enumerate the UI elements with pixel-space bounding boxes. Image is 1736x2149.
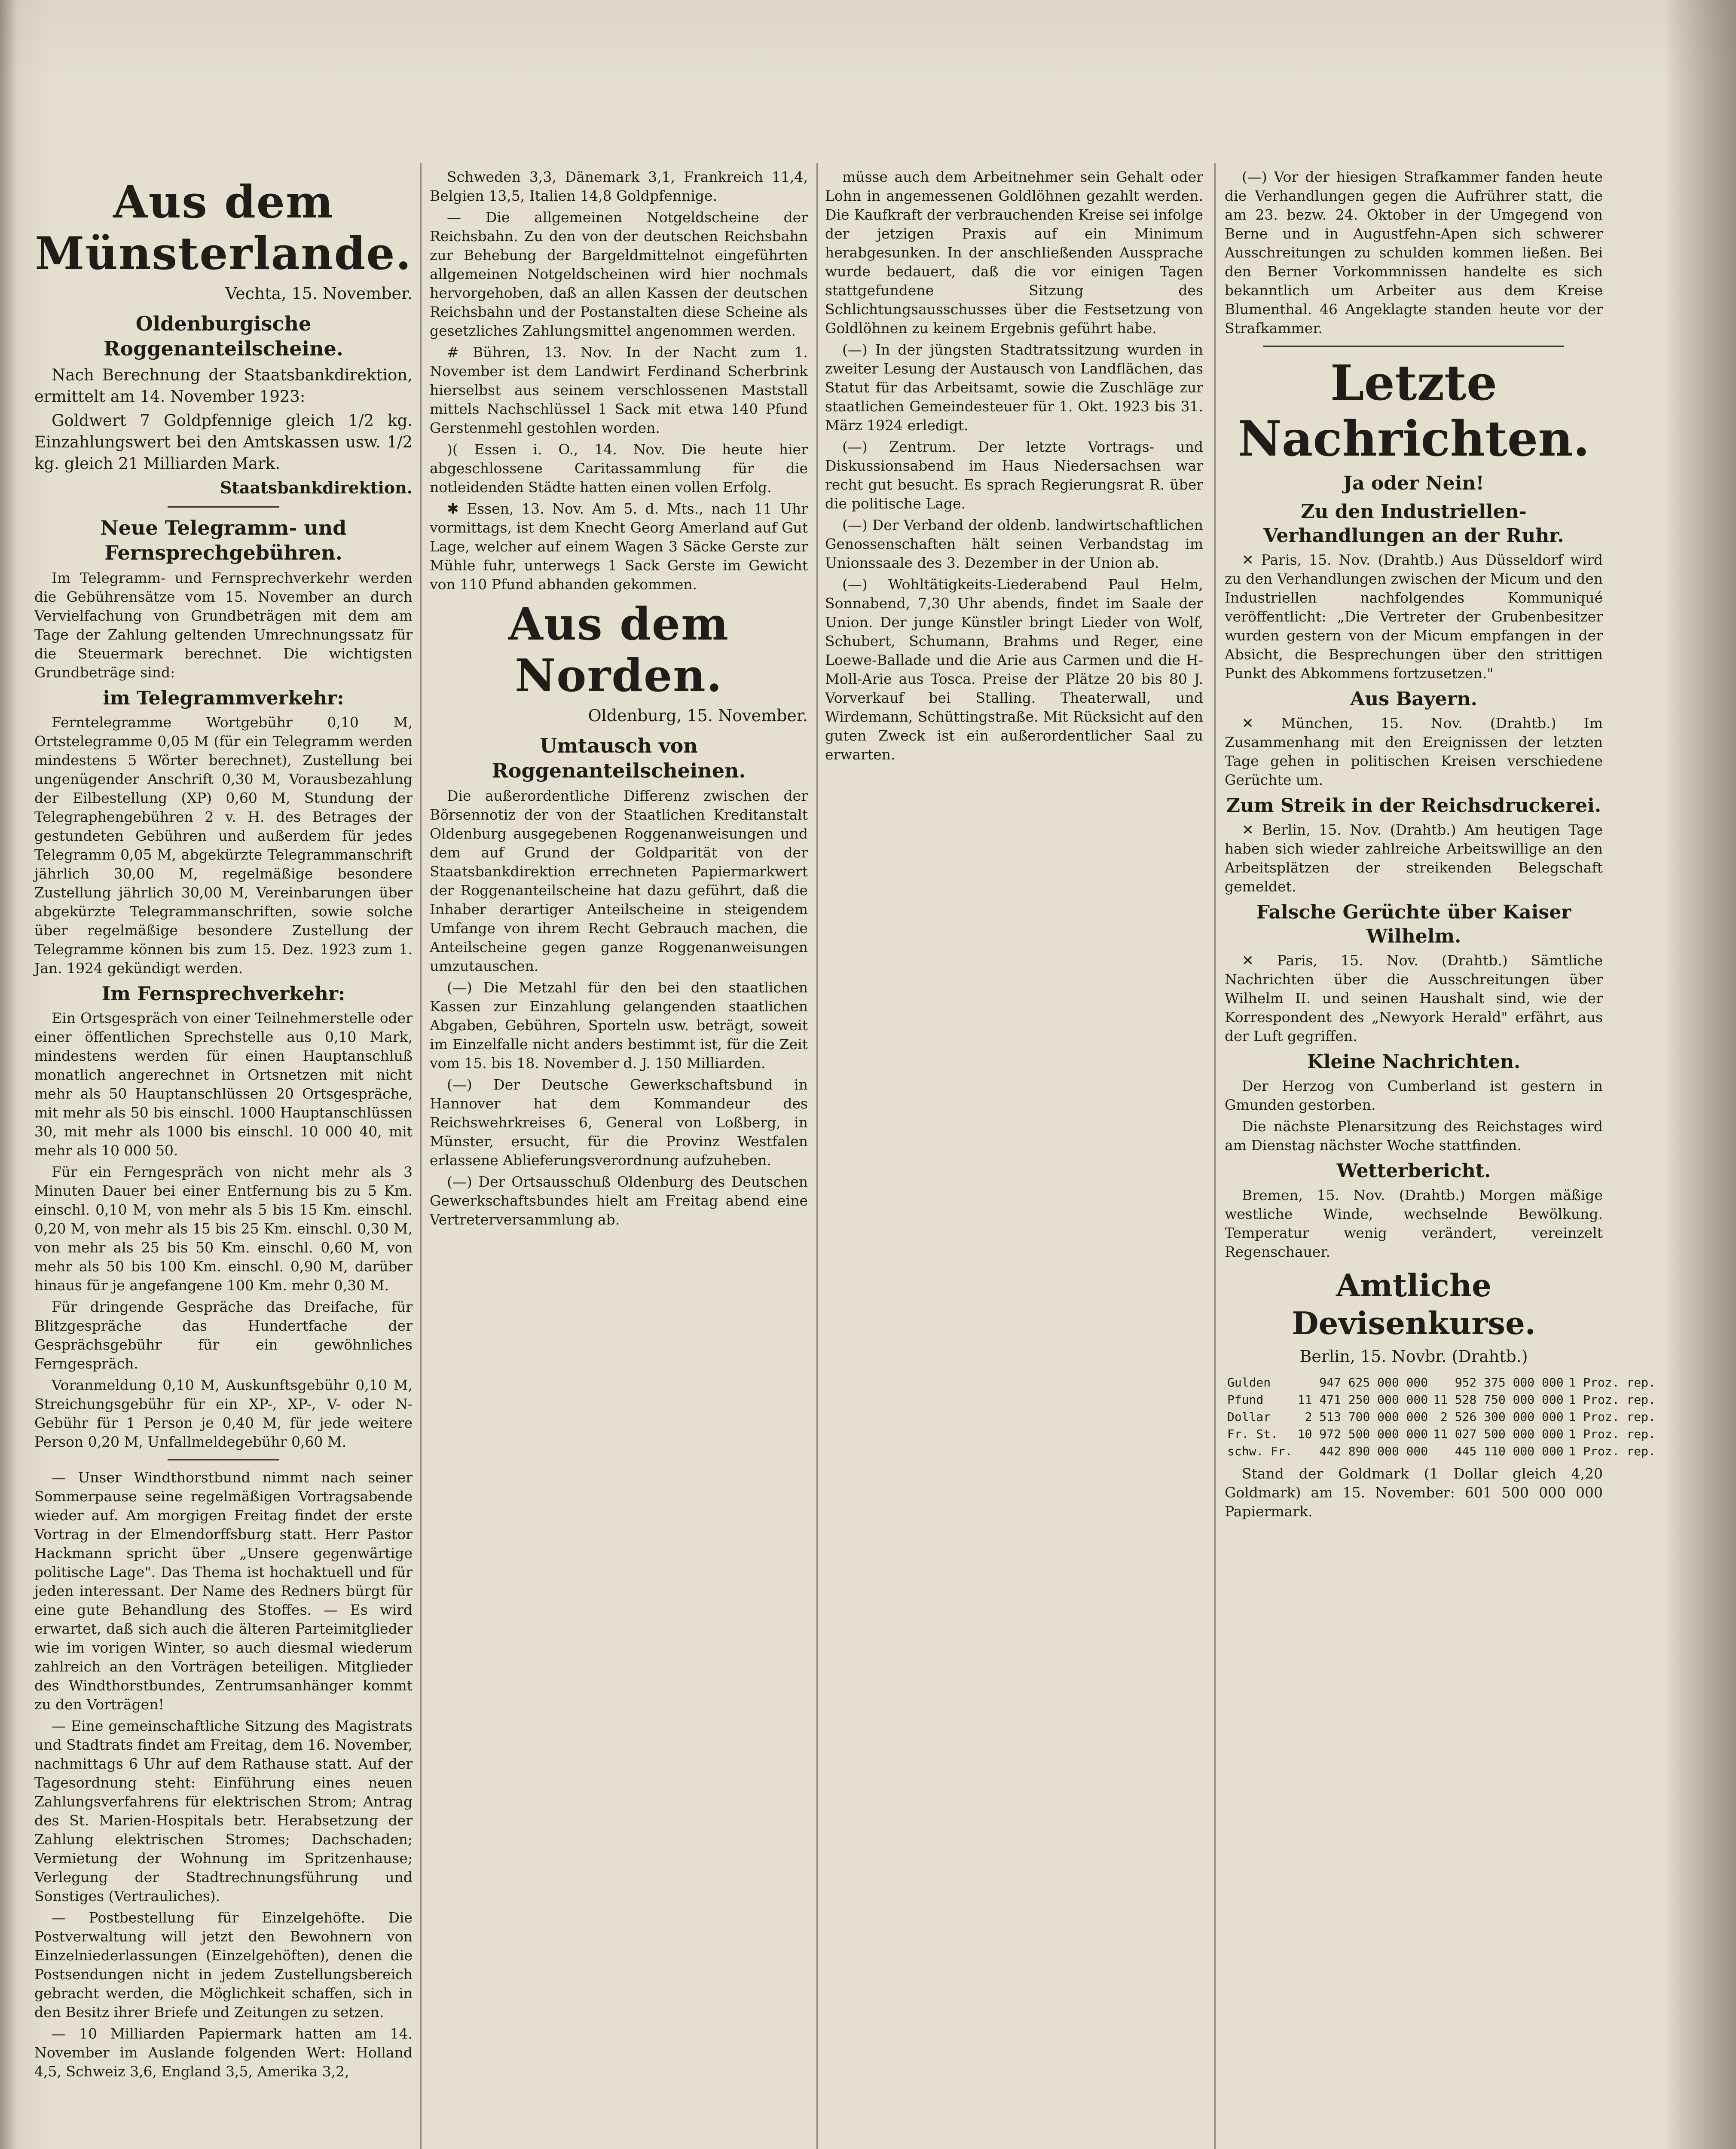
article-paragraph: ✕ Paris, 15. Nov. (Drahtb.) Sämtliche Nachrichten über die Ausschreitungen über Wilhelm II. und seinen Haushalt sind, wie der Korrespondent des „Newyork Herald" erfährt, aus der Luft gegriffen. bbox=[1225, 952, 1603, 1044]
exchange-rates-table bbox=[1225, 1374, 1658, 1460]
article-paragraph: Ferntelegramme Wortgebühr 0,10 M, Ortstelegramme 0,05 M (für ein Telegramm werden mindestens 5 Wörter berechnet), Zustellung bei ungenügender Anschrift 0,30 M, Vorausbezahlung der Eilbestellung (XP) 0,60 M, Stundung der Telegraphengebühren 2 v. H. des Betrages der gestundeten Gebühren und außerdem für jedes Telegramm 0,05 M, abgekürzte Telegrammanschrift jährlich 30,00 M, regelmäßige besondere Zustellung jährlich 30,00 M, Vereinbarungen über abgekürzte Telegrammanschriften, sowie solche über regelmäßige besondere Zustellung der Telegramme können bis zum 15. Dez. 1923 zum 1. Jan. 1924 gekündigt werden. bbox=[34, 714, 413, 977]
rate-currency: Dollar bbox=[1227, 1410, 1271, 1424]
dateline: Oldenburg, 15. November. bbox=[588, 706, 808, 725]
article-paragraph: Der Herzog von Cumberland ist gestern in Gmunden gestorben. bbox=[1225, 1078, 1603, 1113]
article-paragraph: Schweden 3,3, Dänemark 3,1, Frankreich 11,4, Belgien 13,5, Italien 14,8 Goldpfennige. bbox=[430, 168, 808, 204]
article-paragraph: (—) Die Metzahl für den bei den staatlichen Kassen zur Einzahlung gelangenden staatlichen Abgaben, Gebühren, Sporteln usw. beträgt, soweit im Einzelfalle nicht anders bestimmt ist, für die Zeit vom 15. bis 18. November d. J. 150 Milliarden. bbox=[430, 979, 808, 1071]
article-paragraph: — 10 Milliarden Papiermark hatten am 14. November im Auslande folgenden Wert: Holland 4,5, Schweiz 3,6, England 3,5, Amerika 3,2, bbox=[34, 2025, 413, 2080]
rate-row bbox=[1225, 1426, 1658, 1443]
column-rule bbox=[816, 163, 818, 2149]
article-paragraph: — Die allgemeinen Notgeldscheine der Reichsbahn. Zu den von der deutschen Reichsbahn zur Behebung der Bargeldmittelnot eingeführten allgemeinen Notgeldscheinen wird hier nochmals hervorgehoben, daß an allen Kassen der deutschen Reichsbahn und der Postanstalten diese Scheine als gesetzliches Zahlungsmittel angenommen werden. bbox=[430, 209, 808, 339]
subheading: Zum Streik in der Reichsdruckerei. bbox=[1226, 795, 1602, 817]
signature: Staatsbankdirektion. bbox=[220, 478, 413, 497]
article-paragraph: (—) In der jüngsten Stadtratssitzung wurden in zweiter Lesung der Austausch von Landflächen, das Statut für das Arbeitsamt, sowie die Zuschläge zur staatlichen Gemeindesteuer für 1. Okt. 1923 bis 31. März 1924 erledigt. bbox=[825, 341, 1203, 434]
dateline: Berlin, 15. Novbr. (Drahtb.) bbox=[1299, 1347, 1528, 1366]
page-edge bbox=[1667, 0, 1736, 2149]
rate-buy: 10 972 500 000 000 bbox=[1297, 1427, 1428, 1441]
article-paragraph: (—) Wohltätigkeits-Liederabend Paul Helm, Sonnabend, 7,30 Uhr abends, findet im Saale der Union. Der junge Künstler bringt Lieder von Wolf, Schubert, Schumann, Brahms und Reger, eine Loewe-Ballade und die Arie aus Carmen und die H-Moll-Arie aus Tosca. Preise der Plätze 20 bis 80 J. Vorverkauf bei Stalling. Theaterwall, und Wirdemann, Schüttingstraße. Mit Rücksicht auf den guten Zweck ist ein außerordentlicher Saal zu erwarten. bbox=[825, 576, 1203, 763]
article-paragraph: ✕ München, 15. Nov. (Drahtb.) Im Zusammenhang mit den Ereignissen der letzten Tage gehen in politischen Kreisen verschiedene Gerüchte um. bbox=[1225, 715, 1603, 788]
rate-row bbox=[1225, 1408, 1658, 1426]
rate-buy: 442 890 000 000 bbox=[1319, 1444, 1428, 1458]
rate-sell: 952 375 000 000 bbox=[1455, 1375, 1564, 1390]
article-paragraph: Stand der Goldmark (1 Dollar gleich 4,20 Goldmark) am 15. November: 601 500 000 000 Papiermark. bbox=[1225, 1465, 1603, 1520]
rate-sell: 11 027 500 000 000 bbox=[1433, 1427, 1564, 1441]
article-paragraph: # Bühren, 13. Nov. In der Nacht zum 1. November ist dem Landwirt Ferdinand Scherbrink hierselbst aus seinem verschlossenen Maststall mittels Nachschlüssel 1 Sack mit etwa 140 Pfund Gerstenmehl gestohlen worden. bbox=[430, 344, 808, 436]
section-heading: Aus dem Münsterlande. bbox=[35, 175, 412, 280]
subheading: Kleine Nachrichten. bbox=[1307, 1051, 1521, 1073]
article-paragraph: Die außerordentliche Differenz zwischen der Börsennotiz der von der Staatlichen Kreditanstalt Oldenburg ausgegebenen Roggenanweisungen und dem auf Grund der Goldparität von der Staatsbankdirektion errechneten Papiermarkwert der Roggenanteilscheine hat dazu geführt, daß die Inhaber derartiger Anteilscheine in steigendem Umfange von ihrem Recht Gebrauch machen, die Anteilscheine gegen ganze Roggenanweisungen umzutauschen. bbox=[430, 787, 808, 974]
rate-row bbox=[1225, 1374, 1658, 1391]
section-heading: Aus dem Norden. bbox=[508, 597, 729, 702]
article-paragraph: Bremen, 15. Nov. (Drahtb.) Morgen mäßige westliche Winde, wechselnde Bewölkung. Temperatur wenig verändert, vereinzelt Regenschauer. bbox=[1225, 1187, 1603, 1260]
section-heading: Amtliche Devisenkurse. bbox=[1292, 1267, 1536, 1341]
article-paragraph: — Postbestellung für Einzelgehöfte. Die Postverwaltung will jetzt den Bewohnern von Einzelniederlassungen (Einzelgehöften), denen die Postsendungen nicht in jedem Zustellungsbereich gebracht werden, die Möglichkeit schaffen, sich in den Besitz ihrer Briefe und Zeitungen zu setzen. bbox=[34, 1909, 413, 2020]
rate-buy: 2 513 700 000 000 bbox=[1305, 1410, 1428, 1424]
column-rule bbox=[420, 163, 422, 2149]
article-paragraph: müsse auch dem Arbeitnehmer sein Gehalt oder Lohn in angemessenen Goldlöhnen gezahlt werden. Die Kaufkraft der verbrauchenden Kreise sei infolge der jetzigen Praxis auf ein Minimum herabgesunken. In der anschließenden Aussprache wurde bedauert, daß die vor einigen Tagen stattgefundene Sitzung des Schlichtungsausschusses über die Festsetzung von Goldlöhnen zu keinem Ergebnis geführt habe. bbox=[825, 168, 1203, 337]
article-heading: Oldenburgische Roggenanteilscheine. bbox=[104, 312, 343, 360]
article-paragraph: (—) Der Verband der oldenb. landwirtschaftlichen Genossenschaften hält seinen Verbandstag im Unionssaale des 3. Dezember in der Union ab. bbox=[825, 517, 1203, 571]
rate-row bbox=[1225, 1443, 1658, 1460]
article-paragraph: (—) Vor der hiesigen Strafkammer fanden heute die Verhandlungen gegen die Aufrührer statt, die am 23. bezw. 24. Oktober in der Umgegend von Berne und in Augustfehn-Apen sich schwerer Ausschreitungen zu schulden kommen ließen. Bei den Berner Vorkommnissen handelte es sich bekanntlich um Arbeiter aus dem Kreise Blumenthal. 46 Angeklagte standen heute vor der Strafkammer. bbox=[1225, 168, 1603, 337]
rate-note: 1 Proz. rep. bbox=[1568, 1410, 1656, 1424]
article-paragraph: (—) Der Deutsche Gewerkschaftsbund in Hannover hat dem Kommandeur des Reichswehrkreises 6, General von Loßberg, in Münster, ersucht, für die Provinz Westfalen erlassene Ablieferungsverordnung aufzuheben. bbox=[430, 1076, 808, 1169]
rate-sell: 2 526 300 000 000 bbox=[1440, 1410, 1564, 1424]
subheading: Aus Bayern. bbox=[1350, 688, 1477, 710]
rate-note: 1 Proz. rep. bbox=[1568, 1427, 1656, 1441]
column-4 bbox=[1225, 168, 1656, 2149]
subheading: Ja oder Nein! bbox=[1343, 472, 1484, 494]
article-paragraph: Goldwert 7 Goldpfennige gleich 1/2 kg. Einzahlungswert bei den Amtskassen usw. 1/2 kg. gleich 21 Milliarden Mark. bbox=[34, 411, 413, 473]
rate-buy: 947 625 000 000 bbox=[1319, 1375, 1428, 1390]
article-paragraph: Im Telegramm- und Fernsprechverkehr werden die Gebührensätze vom 15. November an durch Vervielfachung von Grundbeträgen mit dem am Tage der Zahlung geltenden Umrechnungssatz für die Steuermark berechnet. Die wichtigsten Grundbeträge sind: bbox=[34, 569, 413, 681]
rate-currency: schw. Fr. bbox=[1227, 1444, 1293, 1458]
binding-shadow bbox=[0, 0, 17, 2149]
article-paragraph: Für ein Ferngespräch von nicht mehr als 3 Minuten Dauer bei einer Entfernung bis zu 5 Km. einschl. 0,10 M, von mehr als 5 bis 15 Km. einschl. 0,20 M, von mehr als 15 bis 25 Km. einschl. 0,30 M, von mehr als 25 bis 50 Km. einschl. 0,60 M, von mehr als 50 bis 100 Km. einschl. 0,90 M, darüber hinaus für je angefangene 100 Km. mehr 0,30 M. bbox=[34, 1163, 413, 1294]
column-2 bbox=[430, 168, 808, 2149]
subheading: Im Fernsprechverkehr: bbox=[101, 983, 345, 1005]
dateline: Vechta, 15. November. bbox=[225, 284, 413, 303]
separator bbox=[168, 506, 279, 508]
article-paragraph: Voranmeldung 0,10 M, Auskunftsgebühr 0,10 M, Streichungsgebühr für ein XP-, XP-, V- oder N-Gebühr für 1 Person je 0,40 M, für jede weitere Person 0,20 M, Unfallmeldegebühr 0,60 M. bbox=[34, 1377, 413, 1450]
subheading: im Telegrammverkehr: bbox=[103, 687, 344, 709]
rate-currency: Pfund bbox=[1227, 1393, 1264, 1407]
rate-buy: 11 471 250 000 000 bbox=[1297, 1393, 1428, 1407]
article-paragraph: Für dringende Gespräche das Dreifache, für Blitzgespräche das Hundertfache der Gesprächsgebühr für ein gewöhnliches Ferngespräch. bbox=[34, 1298, 413, 1372]
rate-currency: Fr. St. bbox=[1227, 1427, 1278, 1441]
article-paragraph: Ein Ortsgespräch von einer Teilnehmerstelle oder einer öffentlichen Sprechstelle aus 0,10 Mark, mindestens werden für einen Hauptanschluß monatlich angerechnet in Ortsnetzen mit nicht mehr als 50 Hauptanschlüssen 20 Ortsgespräche, mit mehr als 50 bis einschl. 1000 Hauptanschlüssen 30, mit mehr als 1000 bis einschl. 10 000 40, mit mehr als 10 000 50. bbox=[34, 1010, 413, 1159]
article-paragraph: )( Essen i. O., 14. Nov. Die heute hier abgeschlossene Caritassammlung für die notleidenden Städte hatten einen vollen Erfolg. bbox=[430, 441, 808, 496]
rate-note: 1 Proz. rep. bbox=[1568, 1375, 1656, 1390]
separator bbox=[1263, 346, 1564, 347]
subheading: Zu den Industriellen-Verhandlungen an der Ruhr. bbox=[1263, 501, 1564, 547]
rate-note: 1 Proz. rep. bbox=[1568, 1444, 1656, 1458]
subheading: Wetterbericht. bbox=[1336, 1160, 1491, 1182]
rate-row bbox=[1225, 1391, 1658, 1408]
rate-currency: Gulden bbox=[1227, 1375, 1271, 1390]
article-paragraph: Nach Berechnung der Staatsbankdirektion, ermittelt am 14. November 1923: bbox=[34, 366, 413, 406]
column-rule bbox=[1214, 163, 1216, 2149]
article-paragraph: ✱ Essen, 13. Nov. Am 5. d. Mts., nach 11 Uhr vormittags, ist dem Knecht Georg Amerland auf Gut Lage, welcher auf einem Wagen 3 Säcke Gerste zur Mühle fuhr, unterwegs 1 Sack Gerste im Gewicht von 110 Pfund abhanden gekommen. bbox=[430, 500, 808, 593]
separator bbox=[168, 1459, 279, 1460]
column-3 bbox=[825, 168, 1203, 2149]
article-paragraph: ✕ Paris, 15. Nov. (Drahtb.) Aus Düsseldorf wird zu den Verhandlungen zwischen der Micum und den Industriellen nachfolgendes Kommuniqué veröffentlicht: „Die Vertreter der Grubenbesitzer wurden gestern von der Micum empfangen in der Absicht, die Besprechungen über den strittigen Punkt des Abkommens fortzusetzen." bbox=[1225, 551, 1603, 682]
article-paragraph: — Unser Windthorstbund nimmt nach seiner Sommerpause seine regelmäßigen Vortragsabende wieder auf. Am morgigen Freitag findet der erste Vortrag in der Elmendorffsburg statt. Herr Pastor Hackmann spricht über „Unsere gegenwärtige politische Lage". Das Thema ist hochaktuell und für jeden interessant. Der Name des Redners bürgt für eine gute Behandlung des Stoffes. — Es wird erwartet, daß sich auch die älteren Parteimitglieder wie im vorigen Winter, so auch diesmal wiederum zahlreich an den Vorträgen beteiligen. Mitglieder des Windthorstbundes, Zentrumsanhänger kommt zu den Vorträgen! bbox=[34, 1469, 413, 1713]
column-1 bbox=[34, 172, 413, 2149]
article-heading: Umtausch von Roggenanteilscheinen. bbox=[492, 734, 746, 782]
article-heading: Neue Telegramm- und Fernsprechgebühren. bbox=[100, 516, 347, 564]
article-paragraph: Die nächste Plenarsitzung des Reichstages wird am Dienstag nächster Woche stattfinden. bbox=[1225, 1118, 1603, 1154]
article-paragraph: — Eine gemeinschaftliche Sitzung des Magistrats und Stadtrats findet am Freitag, dem 16. November, nachmittags 6 Uhr auf dem Rathause statt. Auf der Tagesordnung steht: Einführung eines neuen Zahlungsverfahrens für elektrischen Strom; Antrag des St. Marien-Hospitals betr. Herabsetzung der Zahlung elektrischen Stromes; Dachschaden; Vermietung der Wohnung im Spritzenhause; Verlegung der Stadtrechnungsführung und Sonstiges (Vertrauliches). bbox=[34, 1717, 413, 1904]
article-paragraph: (—) Zentrum. Der letzte Vortrags- und Diskussionsabend im Haus Niedersachsen war recht gut besucht. Es sprach Regierungsrat R. über die politische Lage. bbox=[825, 438, 1203, 512]
article-paragraph: ✕ Berlin, 15. Nov. (Drahtb.) Am heutigen Tage haben sich wieder zahlreiche Arbeitswillige an den Arbeitsplätzen der streikenden Belegschaft gemeldet. bbox=[1225, 821, 1603, 895]
rate-note: 1 Proz. rep. bbox=[1568, 1393, 1656, 1407]
article-paragraph: (—) Der Ortsausschuß Oldenburg des Deutschen Gewerkschaftsbundes hielt am Freitag abend eine Vertreterversammlung ab. bbox=[430, 1173, 808, 1228]
subheading: Falsche Gerüchte über Kaiser Wilhelm. bbox=[1256, 901, 1571, 947]
rate-sell: 445 110 000 000 bbox=[1455, 1444, 1564, 1458]
section-heading: Letzte Nachrichten. bbox=[1238, 355, 1590, 467]
rate-sell: 11 528 750 000 000 bbox=[1433, 1393, 1564, 1407]
